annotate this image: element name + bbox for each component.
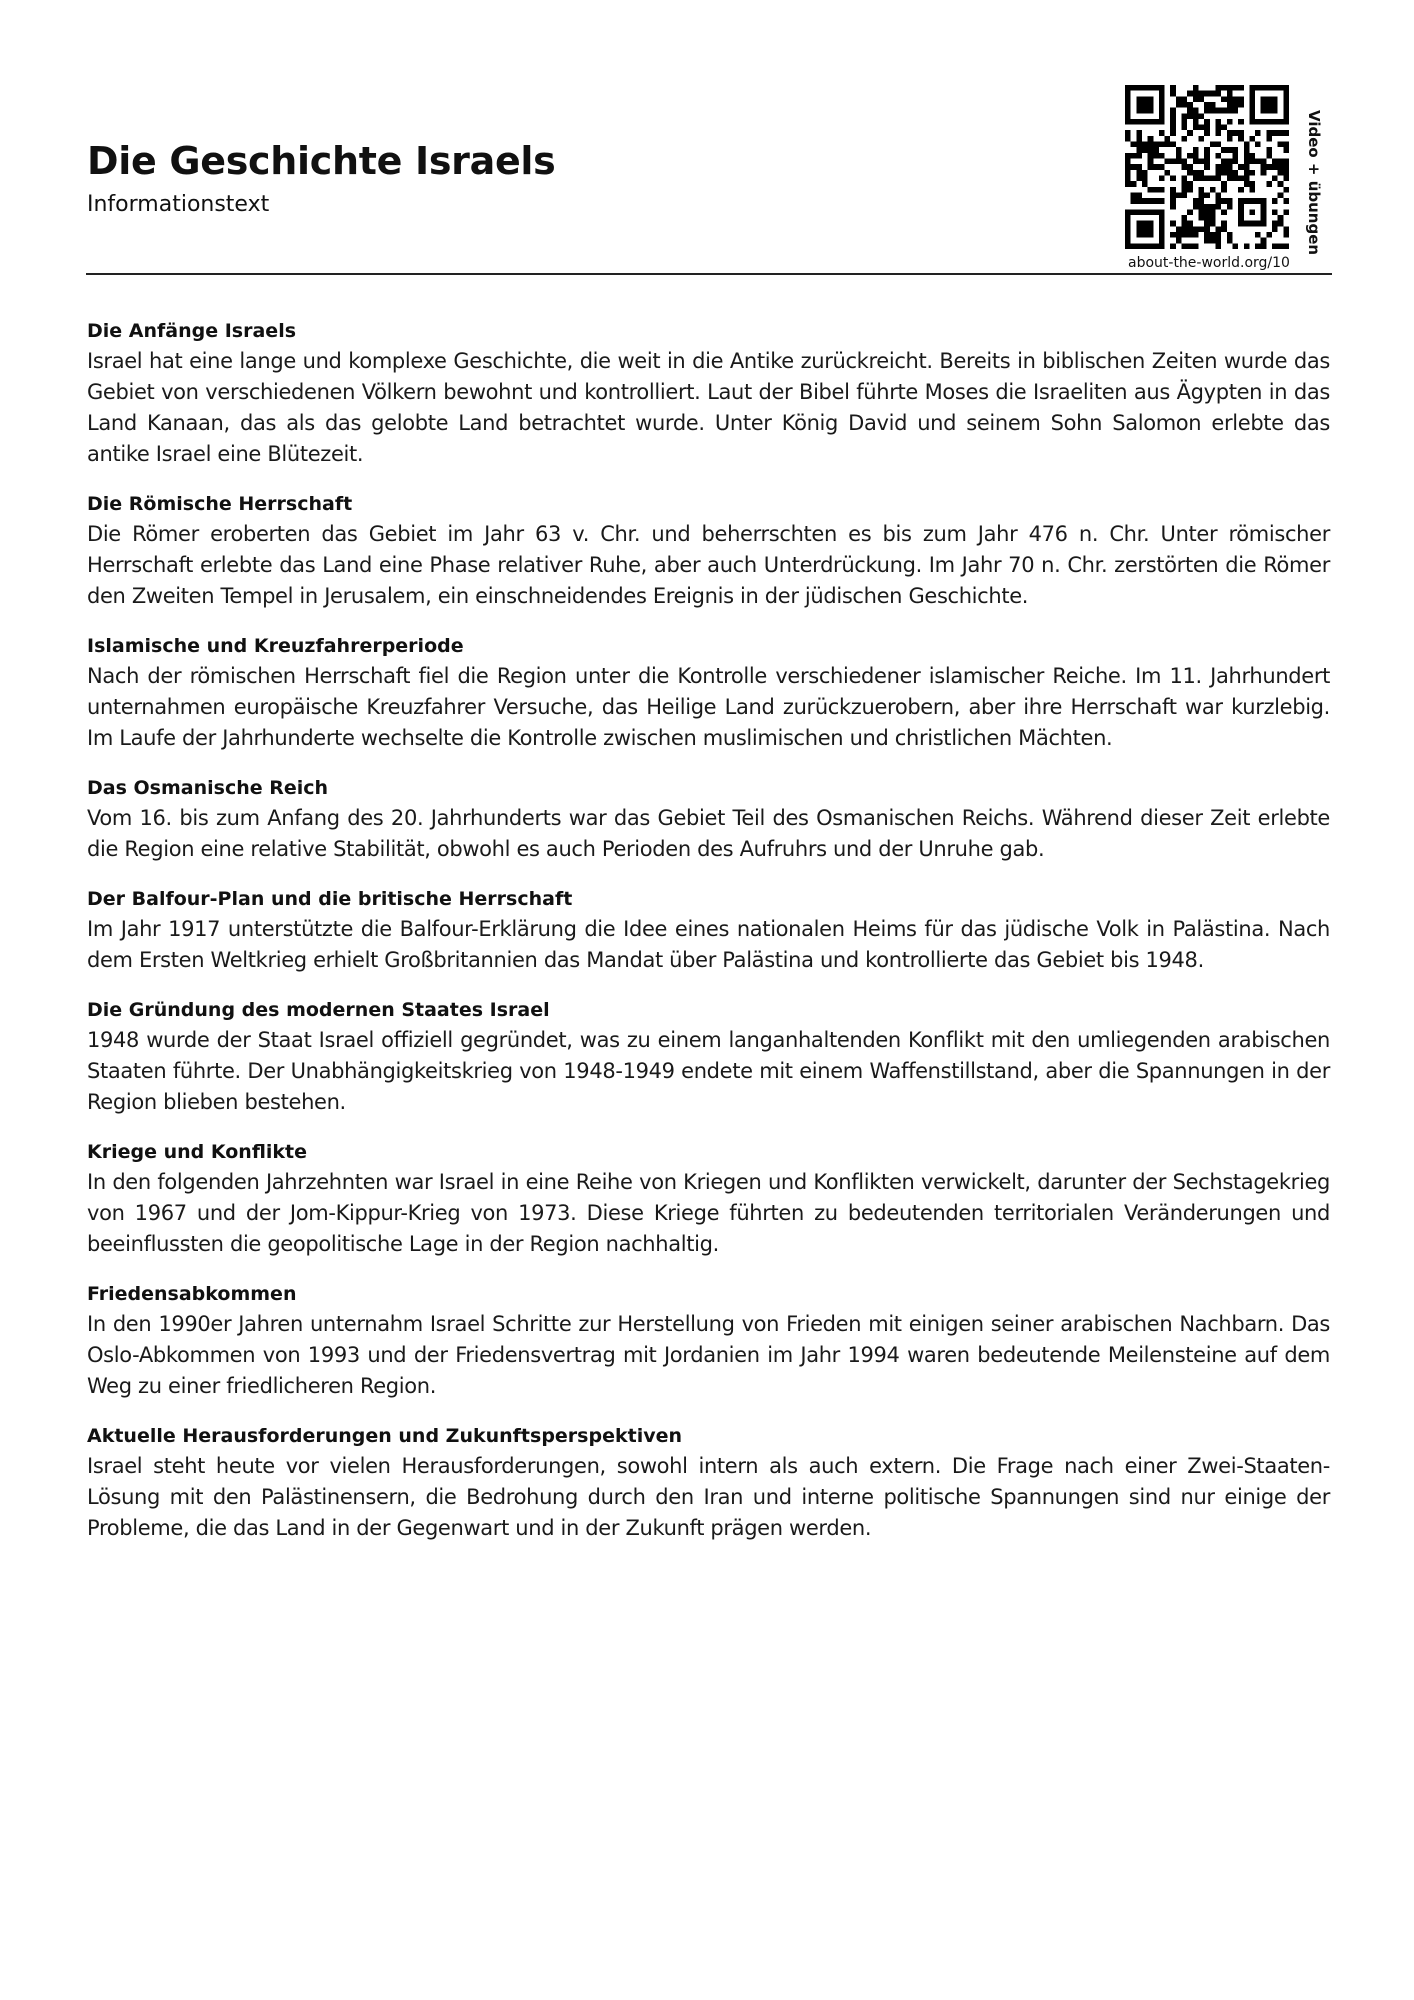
section-islamic-crusader [87,631,1330,754]
section-heading: Aktuelle Herausforderungen und Zukunftsperspektiven [87,1425,683,1447]
section-text: Israel steht heute vor vielen Herausforderungen, sowohl intern als auch extern. Die Frage nach einer Zwei-Staaten-Lösung mit den Palästinensern, die Bedrohung durch den Iran und interne politische Spannungen sind nur einige der Probleme, die das Land in der Gegenwart und in der Zukunft prägen werden. [87,1454,1330,1540]
section-text: In den 1990er Jahren unternahm Israel Schritte zur Herstellung von Frieden mit einigen seiner arabischen Nachbarn. Das Oslo-Abkommen von 1993 und der Friedensvertrag mit Jordanien im Jahr 1994 waren bedeutende Meilensteine auf dem Weg zu einer friedlicheren Region. [87,1312,1330,1398]
section-challenges [87,1421,1330,1544]
section-heading: Der Balfour-Plan und die britische Herrschaft [87,888,573,910]
section-text: Vom 16. bis zum Anfang des 20. Jahrhunderts war das Gebiet Teil des Osmanischen Reichs. Während dieser Zeit erlebte die Region eine relative Stabilität, obwohl es auch Perioden des Aufruhrs und der Unruhe gab. [87,806,1330,861]
section-heading: Kriege und Konflikte [87,1141,308,1163]
section-heading: Die Gründung des modernen Staates Israel [87,999,550,1021]
section-heading: Islamische und Kreuzfahrerperiode [87,635,464,657]
section-founding [87,995,1330,1118]
section-text: Im Jahr 1917 unterstützte die Balfour-Erklärung die Idee eines nationalen Heims für das jüdische Volk in Palästina. Nach dem Ersten Weltkrieg erhielt Großbritannien das Mandat über Palästina und kontrollierte das Gebiet bis 1948. [87,917,1330,972]
qr-code-icon [1125,85,1289,249]
section-wars [87,1137,1330,1260]
qr-url[interactable]: about-the-world.org/10 [1128,255,1290,271]
section-text: Israel hat eine lange und komplexe Geschichte, die weit in die Antike zurückreicht. Bereits in biblischen Zeiten wurde das Gebiet von verschiedenen Völkern bewohnt und kontrolliert. Laut der Bibel führte Moses die Israeliten aus Ägypten in das Land Kanaan, das als das gelobte Land betrachtet wurde. Unter König David und seinem Sohn Salomon erlebte das antike Israel eine Blütezeit. [87,349,1330,466]
header-divider [86,273,1332,275]
section-text: Die Römer eroberten das Gebiet im Jahr 63 v. Chr. und beherrschten es bis zum Jahr 476 n. Chr. Unter römischer Herrschaft erlebte das Land eine Phase relativer Ruhe, aber auch Unterdrückung. Im Jahr 70 n. Chr. zerstörten die Römer den Zweiten Tempel in Jerusalem, ein einschneidendes Ereignis in der jüdischen Geschichte. [87,522,1330,608]
article-body [87,316,1330,1563]
section-heading: Die Römische Herrschaft [87,493,353,515]
section-peace [87,1279,1330,1402]
section-text: Nach der römischen Herrschaft fiel die Region unter die Kontrolle verschiedener islamischer Reiche. Im 11. Jahrhundert unternahmen europäische Kreuzfahrer Versuche, das Heilige Land zurückzuerobern, aber ihre Herrschaft war kurzlebig. Im Laufe der Jahrhunderte wechselte die Kontrolle zwischen muslimischen und christlichen Mächten. [87,664,1330,750]
page-subtitle: Informationstext [87,192,270,217]
page-title: Die Geschichte Israels [87,139,556,183]
section-heading: Das Osmanische Reich [87,777,329,799]
section-beginnings [87,316,1330,470]
section-roman-rule [87,489,1330,612]
section-heading: Friedensabkommen [87,1283,297,1305]
section-text: In den folgenden Jahrzehnten war Israel in eine Reihe von Kriegen und Konflikten verwickelt, darunter der Sechstagekrieg von 1967 und der Jom-Kippur-Krieg von 1973. Diese Kriege führten zu bedeutenden territorialen Veränderungen und beeinflussten die geopolitische Lage in der Region nachhaltig. [87,1170,1330,1256]
section-balfour [87,884,1330,976]
qr-side-label: Video + übungen [1305,110,1323,256]
section-heading: Die Anfänge Israels [87,320,297,342]
section-text: 1948 wurde der Staat Israel offiziell gegründet, was zu einem langanhaltenden Konflikt mit den umliegenden arabischen Staaten führte. Der Unabhängigkeitskrieg von 1948-1949 endete mit einem Waffenstillstand, aber die Spannungen in der Region blieben bestehen. [87,1028,1330,1114]
qr-code[interactable] [1125,85,1295,253]
section-ottoman [87,773,1330,865]
